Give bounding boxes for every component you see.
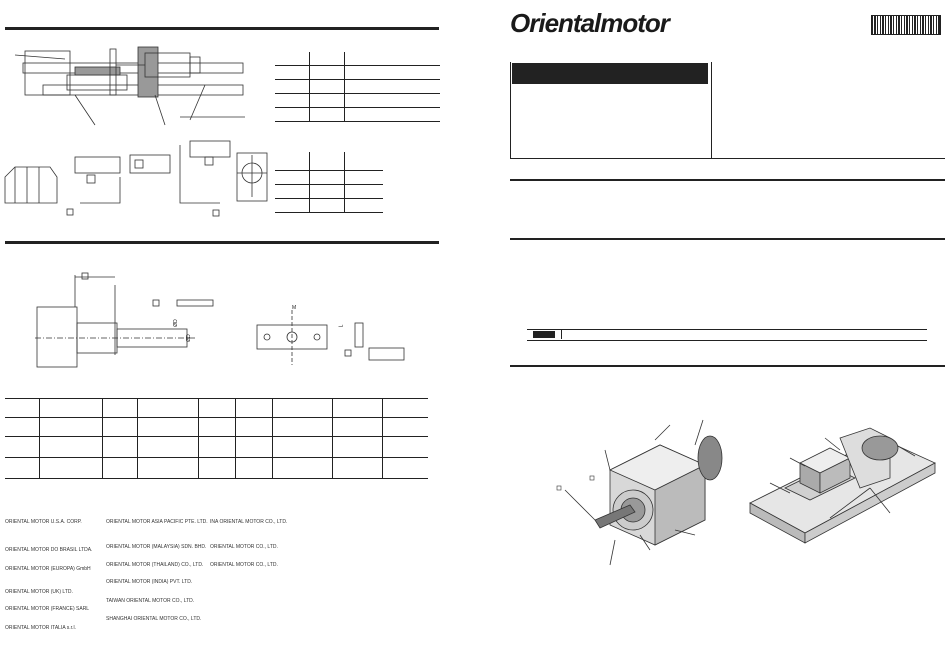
note-divider (561, 330, 562, 339)
table-top-right (275, 52, 440, 122)
office-left-4: ORIENTAL MOTOR (FRANCE) SARL (5, 606, 90, 612)
office-middle-1: ORIENTAL MOTOR (MALAYSIA) SDN. BHD. (106, 544, 207, 550)
office-right-1: ORIENTAL MOTOR CO., LTD. (210, 544, 278, 550)
office-left-2: ORIENTAL MOTOR (EUROPA) GmbH (5, 566, 91, 572)
label-dimension-m: M (292, 305, 297, 311)
office-middle-5: SHANGHAI ORIENTAL MOTOR CO., LTD. (106, 616, 202, 622)
table-middle-right (275, 152, 383, 213)
section-rule-top-left (5, 27, 439, 30)
brand-logo: Orientalmotor (510, 8, 669, 38)
office-middle-3: ORIENTAL MOTOR (INDIA) PVT. LTD. (106, 579, 193, 585)
office-right-2: ORIENTAL MOTOR CO., LTD. (210, 562, 278, 568)
office-middle-0: ORIENTAL MOTOR ASIA PACIFIC PTE. LTD. (106, 519, 208, 525)
section-rule-middle-left (5, 241, 439, 244)
title-box (510, 62, 712, 159)
section-rule-1 (510, 179, 945, 181)
motor-illustration (555, 410, 755, 600)
note-label-block (533, 331, 555, 338)
office-right-0: INA ORIENTAL MOTOR CO., LTD. (210, 519, 288, 525)
rule-title-bottom (510, 158, 945, 159)
section-rule-3 (510, 365, 945, 367)
table-bottom-wide (5, 398, 428, 479)
office-left-1: ORIENTAL MOTOR DO BRASIL LTDA. (5, 547, 93, 553)
label-dimension-l: L (338, 324, 345, 328)
office-middle-2: ORIENTAL MOTOR (THAILAND) CO., LTD. (106, 562, 204, 568)
assembly-drawing (5, 35, 265, 135)
label-dimension-d2: ØD (185, 334, 192, 342)
key-drawing (255, 305, 415, 365)
office-left-3: ORIENTAL MOTOR (UK) LTD. (5, 589, 73, 595)
note-box (527, 329, 927, 341)
stage-illustration (750, 418, 940, 548)
office-middle-4: TAIWAN ORIENTAL MOTOR CO., LTD. (106, 598, 195, 604)
detail-drawings (5, 135, 270, 220)
office-left-0: ORIENTAL MOTOR U.S.A. CORP. (5, 519, 82, 525)
section-rule-2 (510, 238, 945, 240)
shaft-drawing (35, 265, 255, 385)
barcode (871, 15, 941, 35)
office-left-5: ORIENTAL MOTOR ITALIA s.r.l. (5, 625, 76, 631)
label-dimension-d1: ØD (172, 319, 179, 327)
